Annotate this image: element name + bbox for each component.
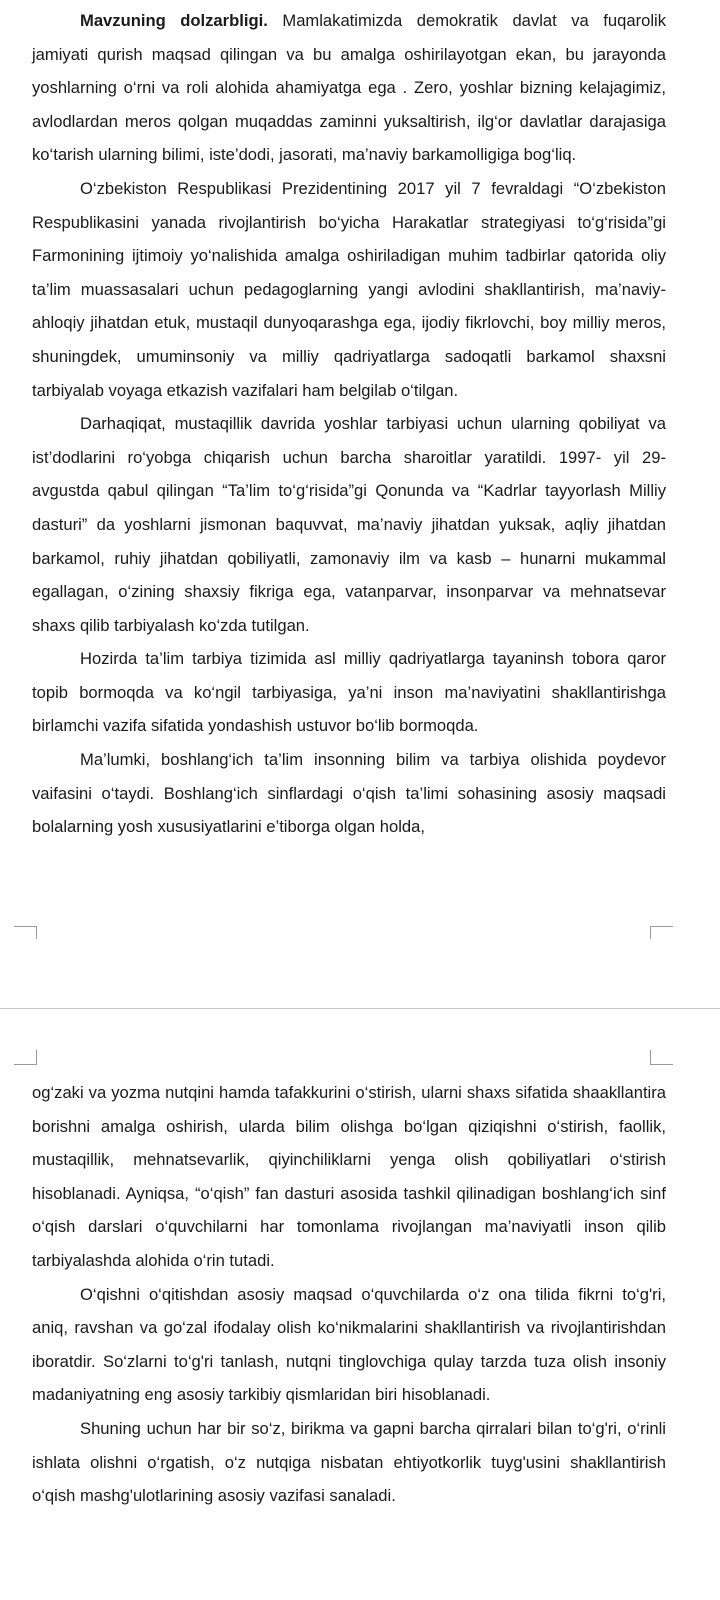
document-body-top [32,4,666,844]
page-corner-mark [14,926,37,939]
paragraph-presidential-decree: O‘zbekiston Respublikasi Prezidentining 2017 yil 7 fevraldagi “O‘zbekiston Respublikasini yanada rivojlantirish bo‘yicha Harakatlar strategiyasi to‘g‘risida”gi Farmonining ijtimoiy yo‘nalishida amalga oshiriladigan muhim tadbirlar qatorida oliy ta’lim muassasalari uchun pedagoglarning yangi avlodini shakllantirish, ma’naviy-ahloqiy jihatdan etuk, mustaqil dunyoqarashga ega, ijodiy fikrlovchi, boy milliy meros, shuningdek, umuminsoniy va milliy qadriyatlarga sadoqatli barkamol shaxsni tarbiyalab voyaga etkazish vazifalari ham belgilab o‘tilgan. [32,178,666,400]
paragraph-relevance [32,4,666,172]
paragraph-reading-tasks: Shuning uchun har bir so‘z, birikma va gapni barcha qirralari bilan to‘g'ri, o‘rinli ishlata olishni o‘rgatish, o‘z nutqiga nisbatan ehtiyotkorlik tuyg'usini shakllantirish o‘qish mashg'ulotlarining asosiy vazifasi sanaladi. [32,1418,666,1506]
paragraph-reading-goal: O‘qishni o‘qitishdan asosiy maqsad o‘quvchilarda o‘z ona tilida fikrni to‘g'ri, aniq, ravshan va go‘zal ifodalay olish ko‘nikmalarini shakllantirish va rivojlantirishdan iboratdir. So‘zlarni to‘g'ri tanlash, nutqni tinglovchiga qulay tarzda tuza olish insoniy madaniyatning eng asosiy tarkibiy qismlaridan biri hisoblanadi. [32,1284,666,1405]
document-body-bottom [32,1076,666,1513]
section-heading: Mavzuning dolzarbligi. [80,11,268,30]
page-corner-mark [650,1050,673,1065]
page-break-divider [0,1008,720,1009]
paragraph-primary-education: Ma’lumki, boshlang‘ich ta’lim insonning bilim va tarbiya olishida poydevor vaifasini o‘taydi. Boshlang‘ich sinflardagi o‘qish ta’limi sohasining asosiy maqsadi bolalarning yosh xususiyatlarini e’tiborga olgan holda, [32,750,666,837]
paragraph-continuation: og‘zaki va yozma nutqini hamda tafakkurini o‘stirish, ularni shaxs sifatida shaakllantira borishni amalga oshirish, ularda bilim olishga bo‘lgan qiziqishni o‘stirish, faollik, mustaqillik, mehnatsevarlik, qiyinchiliklarni yenga olish qobiliyatlari o‘stirish hisoblanadi. Ayniqsa, “o‘qish” fan dasturi asosida tashkil qilinadigan boshlang‘ich sinf o‘qish darslari o‘quvchilarni har tomonlama rivojlangan ma’naviyatli inson qilib tarbiyalashda alohida o‘rin tutadi. [32,1083,666,1270]
paragraph-independence-period: Darhaqiqat, mustaqillik davrida yoshlar tarbiyasi uchun ularning qobiliyat va ist’dodlarini ro‘yobga chiqarish uchun barcha sharoitlar yaratildi. 1997- yil 29- avgustda qabul qilingan “Ta’lim to‘g‘risida”gi Qonunda va “Kadrlar tayyorlash Milliy dasturi” da yoshlarni jismonan baquvvat, ma’naviy jihatdan yuksak, aqliy jihatdan barkamol, ruhiy jihatdan qobiliyatli, zamonaviy ilm va kasb – hunarni mukammal egallagan, o‘zining shaxsiy fikriga ega, vatanparvar, insonparvar va mehnatsevar shaxs qilib tarbiyalash ko‘zda tutilgan. [32,414,666,635]
paragraph-text: Mamlakatimizda demokratik davlat va fuqarolik jamiyati qurish maqsad qilingan va bu amalga oshirilayotgan ekan, bu jarayonda yoshlarning o‘rni va roli alohida ahamiyatga ega . Zero, yoshlar bizning kelajagimiz, avlodlardan meros qolgan muqaddas zaminni yuksaltirish, ilg‘or davlatlar darajasiga ko‘tarish ularning bilimi, iste’dodi, jasorati, ma’naviy barkamolligiga bog‘liq. [32,11,667,165]
paragraph-current-education: Hozirda ta’lim tarbiya tizimida asl milliy qadriyatlarga tayaninsh tobora qaror topib bormoqda va ko‘ngil tarbiyasiga, ya’ni inson ma’naviyatini shakllantirishga birlamchi vazifa sifatida yondashish ustuvor bo‘lib bormoqda. [32,649,666,736]
page-bottom-section [0,1065,720,1600]
page-corner-mark [650,926,673,939]
page-corner-mark [14,1050,37,1065]
